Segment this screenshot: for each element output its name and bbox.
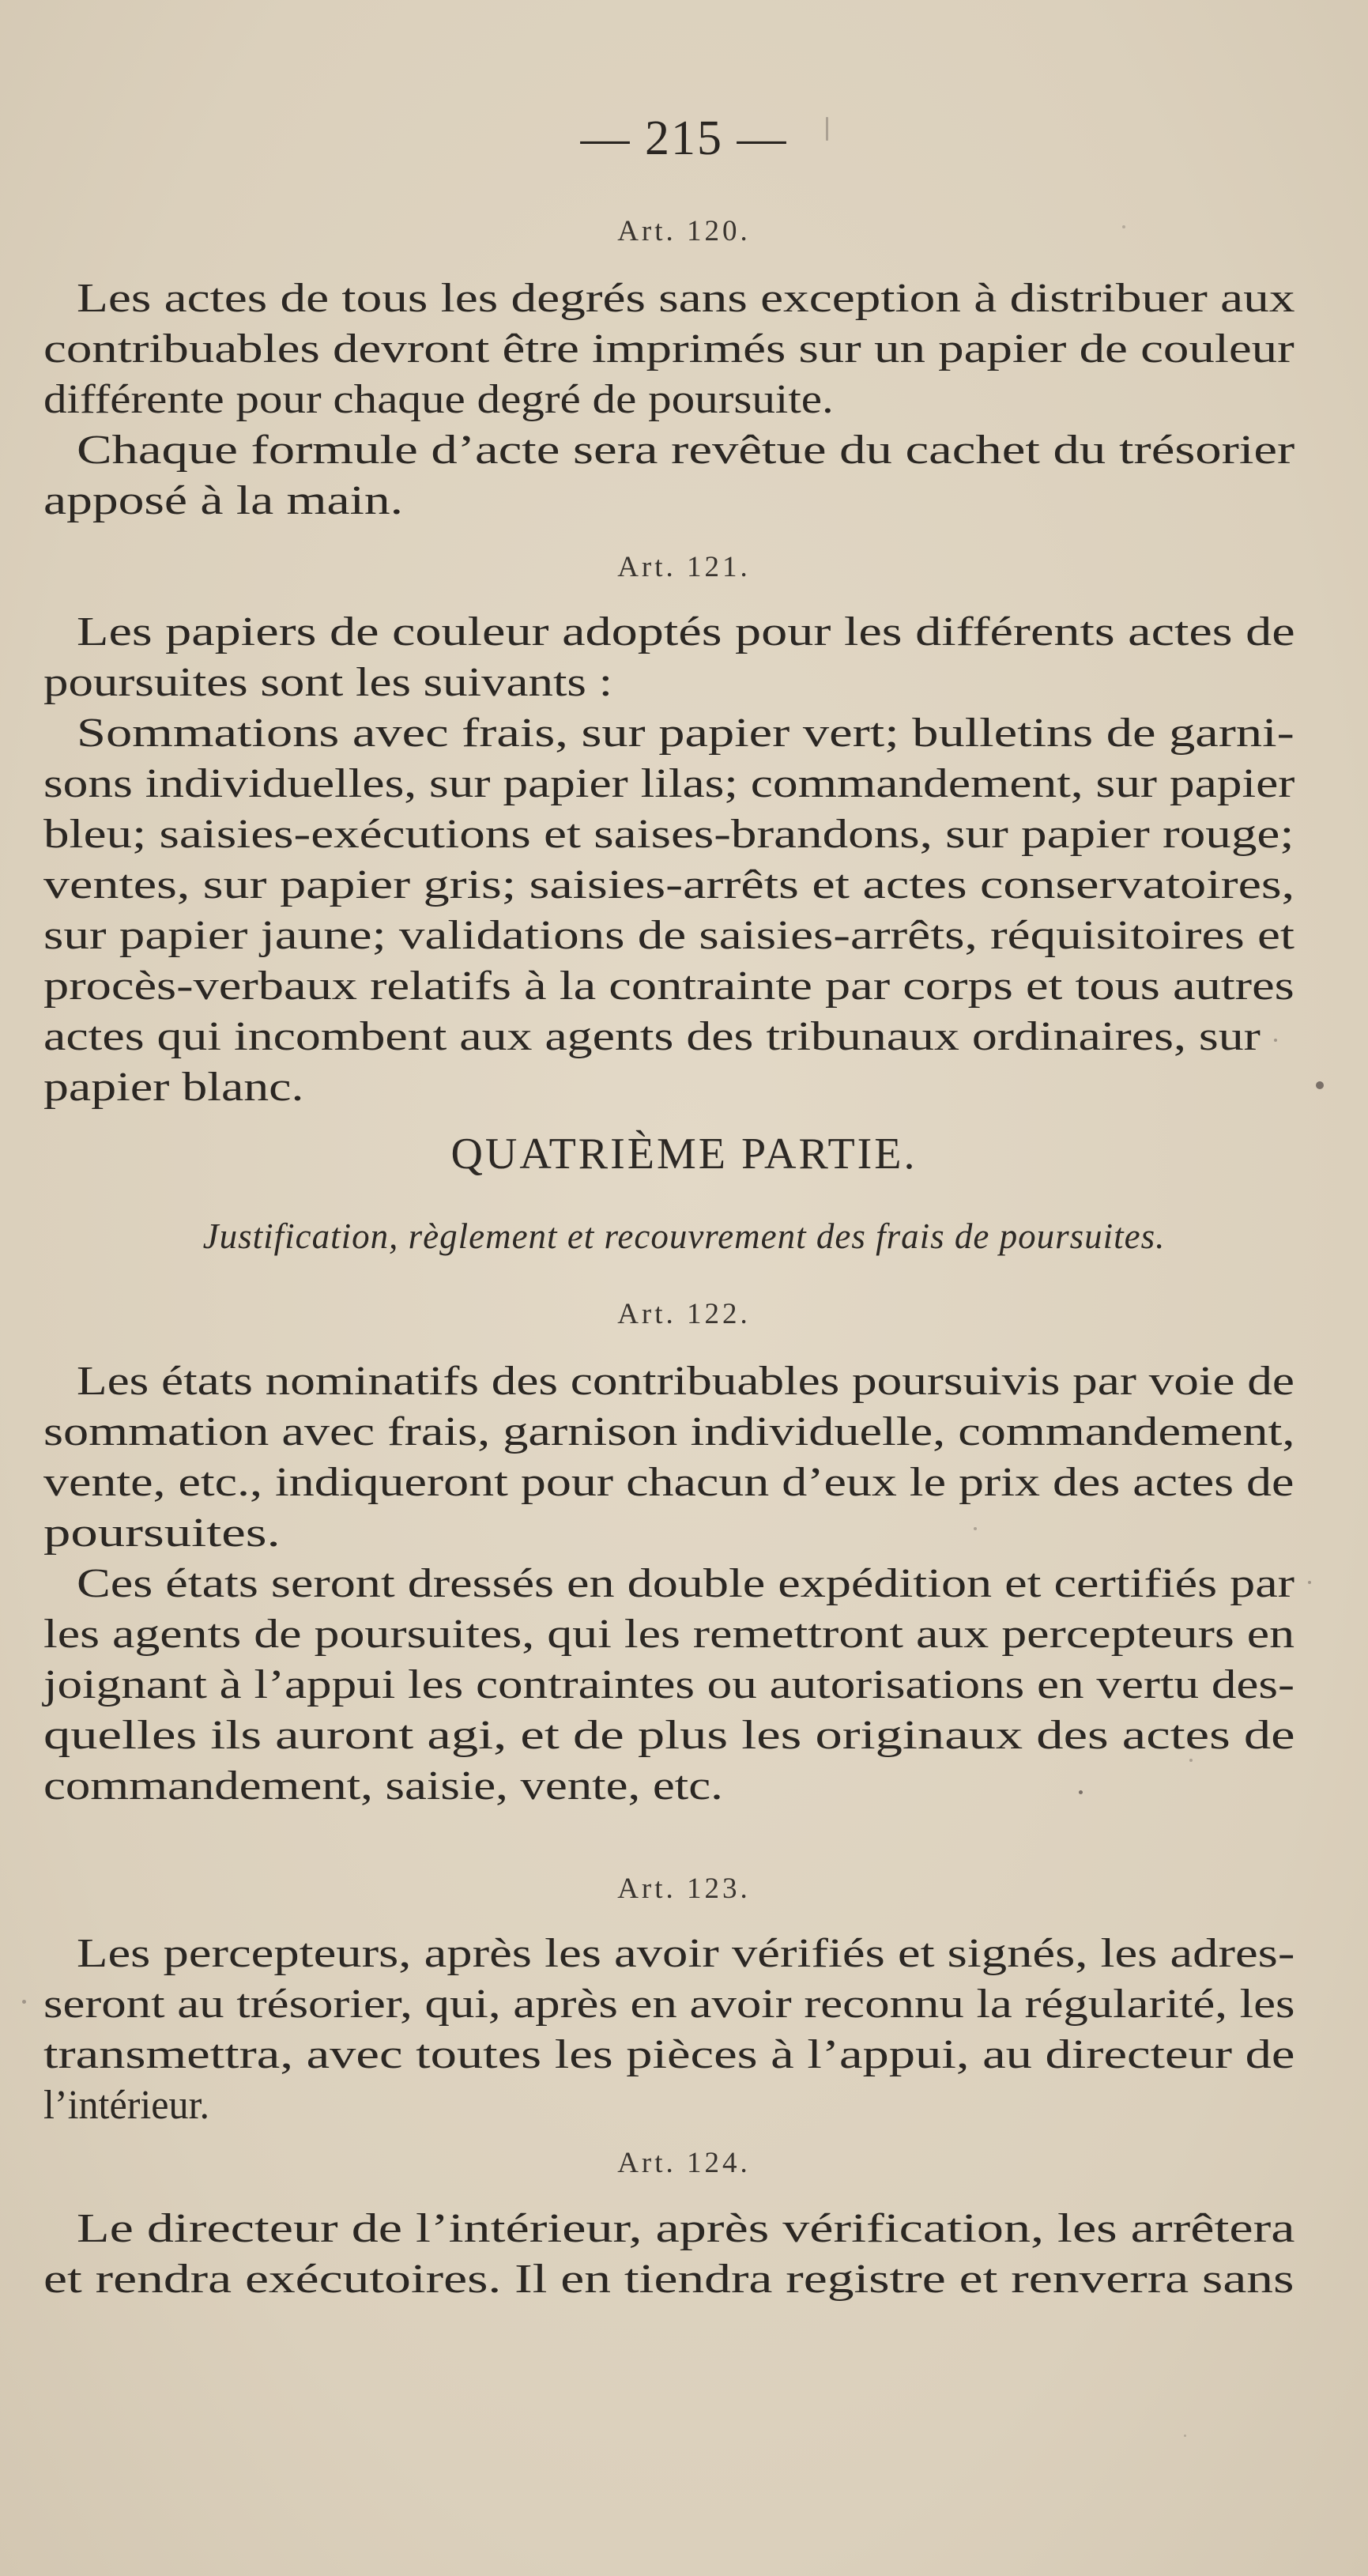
part-subtitle [0,1211,1368,1262]
text-line: transmettra, avec toutes les pièces à l’appui, au directeur de [43,2032,1295,2077]
text-line: procès-verbaux relatifs à la contrainte par corps et tous autres [43,964,1295,1009]
scan-speck [1079,1790,1083,1794]
text-line: Ces états seront dressés en double expédition et certifiés par [77,1561,1295,1606]
scan-speck [1122,225,1125,228]
scan-speck [22,2000,26,2004]
text-line: poursuites. [43,1511,281,1556]
text-line: sons individuelles, sur papier lilas; commandement, sur papier [43,761,1295,806]
text-line: bleu; saisies-exécutions et saises-brandons, sur papier rouge; [43,812,1295,857]
text-line: actes qui incombent aux agents des tribunaux ordinaires, sur [43,1014,1261,1059]
text-line: et rendra exécutoires. Il en tiendra registre et renverra sans [43,2257,1295,2302]
article-heading-123: Art. 123. [617,1873,751,1905]
text-line: apposé à la main. [43,478,403,523]
text-line: seront au trésorier, qui, après en avoir reconnu la régularité, les [43,1982,1295,2027]
text-line: Le directeur de l’intérieur, après vérification, les arrêtera [77,2206,1295,2251]
scan-speck [1184,2435,1186,2437]
article-heading-124: Art. 124. [617,2147,751,2179]
text-line: les agents de poursuites, qui les remettront aux percepteurs en [43,1612,1295,1657]
text-line: ventes, sur papier gris; saisies-arrêts et actes conservatoires, [43,862,1295,907]
article-heading-122: Art. 122. [617,1298,751,1330]
scan-speck [1189,1759,1193,1762]
text-line: vente, etc., indiqueront pour chacun d’eux le prix des actes de [43,1460,1295,1505]
text-line: sur papier jaune; validations de saisies-arrêts, réquisitoires et [43,913,1295,958]
text-line: Sommations avec frais, sur papier vert; bulletins de garni- [77,711,1295,756]
text-line: joignant à l’appui les contraintes ou autorisations en vertu des- [43,1662,1295,1707]
text-line: quelles ils auront agi, et de plus les originaux des actes de [43,1713,1295,1758]
article-heading-120: Art. 120. [617,215,751,247]
part-subtitle-text: Justification, règlement et recouvrement des frais de poursuites. [202,1216,1166,1256]
text-line: commandement, saisie, vente, etc. [43,1763,723,1808]
text-line: Les papiers de couleur adoptés pour les différents actes de [77,609,1295,654]
scan-speck [1316,1081,1324,1089]
text-line: Les percepteurs, après les avoir vérifiés et signés, les adres- [77,1931,1295,1976]
scan-mark [826,117,828,141]
text-line: papier blanc. [43,1065,304,1110]
article-heading-121: Art. 121. [617,551,751,583]
part-title: QUATRIÈME PARTIE. [450,1130,918,1179]
text-line: poursuites sont les suivants : [43,660,613,705]
scan-speck [974,1527,977,1530]
text-line: Les actes de tous les degrés sans exception à distribuer aux [77,276,1295,321]
text-line: l’intérieur. [43,2083,210,2128]
text-line: Chaque formule d’acte sera revêtue du cachet du trésorier [77,428,1295,473]
text-line: sommation avec frais, garnison individuelle, commandement, [43,1409,1295,1454]
scan-speck [1308,1581,1311,1584]
text-line: Les états nominatifs des contribuables poursuivis par voie de [77,1359,1295,1404]
text-line: différente pour chaque degré de poursuite. [43,377,834,422]
page-number: — 215 — [580,111,788,165]
text-line: contribuables devront être imprimés sur un papier de couleur [43,326,1295,372]
scan-speck [1274,1039,1277,1042]
